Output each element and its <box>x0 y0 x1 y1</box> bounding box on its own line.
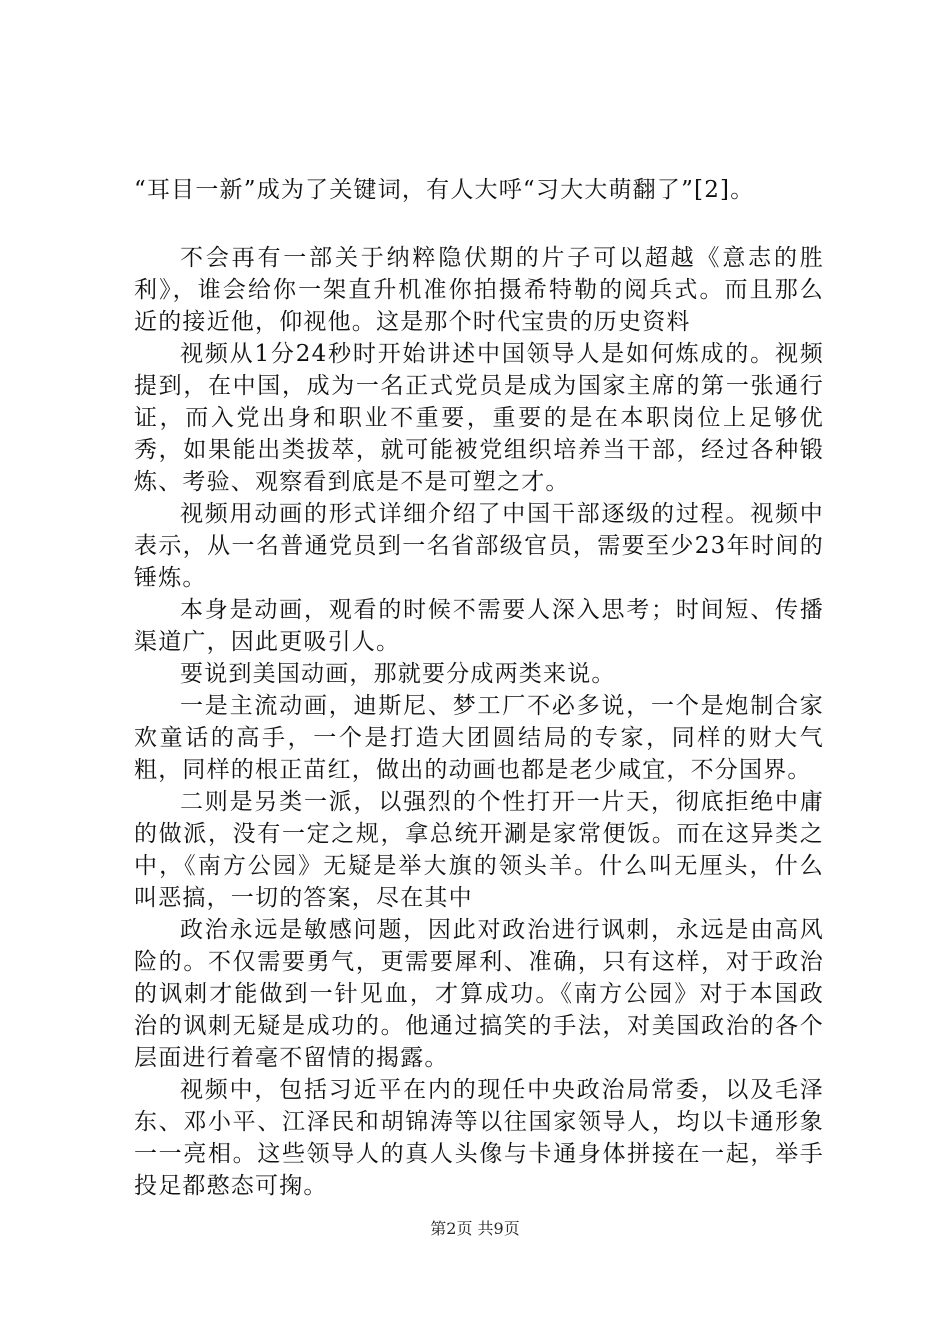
paragraph: 二则是另类一派，以强烈的个性打开一片天，彻底拒绝中庸的做派，没有一定之规，拿总统开涮是家常便饭。而在这异类之中，《南方公园》无疑是举大旗的领头羊。什么叫无厘头，什么叫恶搞，一切的答案，尽在其中 <box>134 789 824 911</box>
paragraph: 政治永远是敏感问题，因此对政治进行讽刺，永远是由高风险的。不仅需要勇气，更需要犀利、准确，只有这样，对于政治的讽刺才能做到一针见血，才算成功。《南方公园》对于本国政治的讽刺无疑是成功的。他通过搞笑的手法，对美国政治的各个层面进行着毫不留情的揭露。 <box>134 917 824 1071</box>
paragraph: 不会再有一部关于纳粹隐伏期的片子可以超越《意志的胜利》，谁会给你一架直升机准你拍摄希特勒的阅兵式。而且那么近的接近他，仰视他。这是那个时代宝贵的历史资料 <box>134 245 824 335</box>
paragraph: 一是主流动画，迪斯尼、梦工厂不必多说，一个是炮制合家欢童话的高手，一个是打造大团圆结局的专家，同样的财大气粗，同样的根正苗红，做出的动画也都是老少咸宜，不分国界。 <box>134 693 824 783</box>
paragraph: 视频从1分24秒时开始讲述中国领导人是如何炼成的。视频提到，在中国，成为一名正式党员是成为国家主席的第一张通行证，而入党出身和职业不重要，重要的是在本职岗位上足够优秀，如果能出类拔萃，就可能被党组织培养当干部，经过各种锻炼、考验、观察看到底是不是可塑之才。 <box>134 341 824 495</box>
paragraph: 要说到美国动画，那就要分成两类来说。 <box>180 661 616 687</box>
paragraph: “耳目一新”成为了关键词，有人大呼“习大大萌翻了”[2]。 <box>134 177 755 203</box>
document-body <box>134 174 824 1202</box>
paragraph-gap <box>134 206 824 242</box>
paragraph: 视频中，包括习近平在内的现任中央政治局常委，以及毛泽东、邓小平、江泽民和胡锦涛等以往国家领导人，均以卡通形象一一亮相。这些领导人的真人头像与卡通身体拼接在一起，举手投足都憨态可掬。 <box>134 1077 824 1199</box>
paragraph: 视频用动画的形式详细介绍了中国干部逐级的过程。视频中表示，从一名普通党员到一名省部级官员，需要至少23年时间的锤炼。 <box>134 501 824 591</box>
paragraph: 本身是动画，观看的时候不需要人深入思考；时间短、传播渠道广，因此更吸引人。 <box>134 597 824 655</box>
page-number-footer: 第2页 共9页 <box>430 1219 520 1238</box>
